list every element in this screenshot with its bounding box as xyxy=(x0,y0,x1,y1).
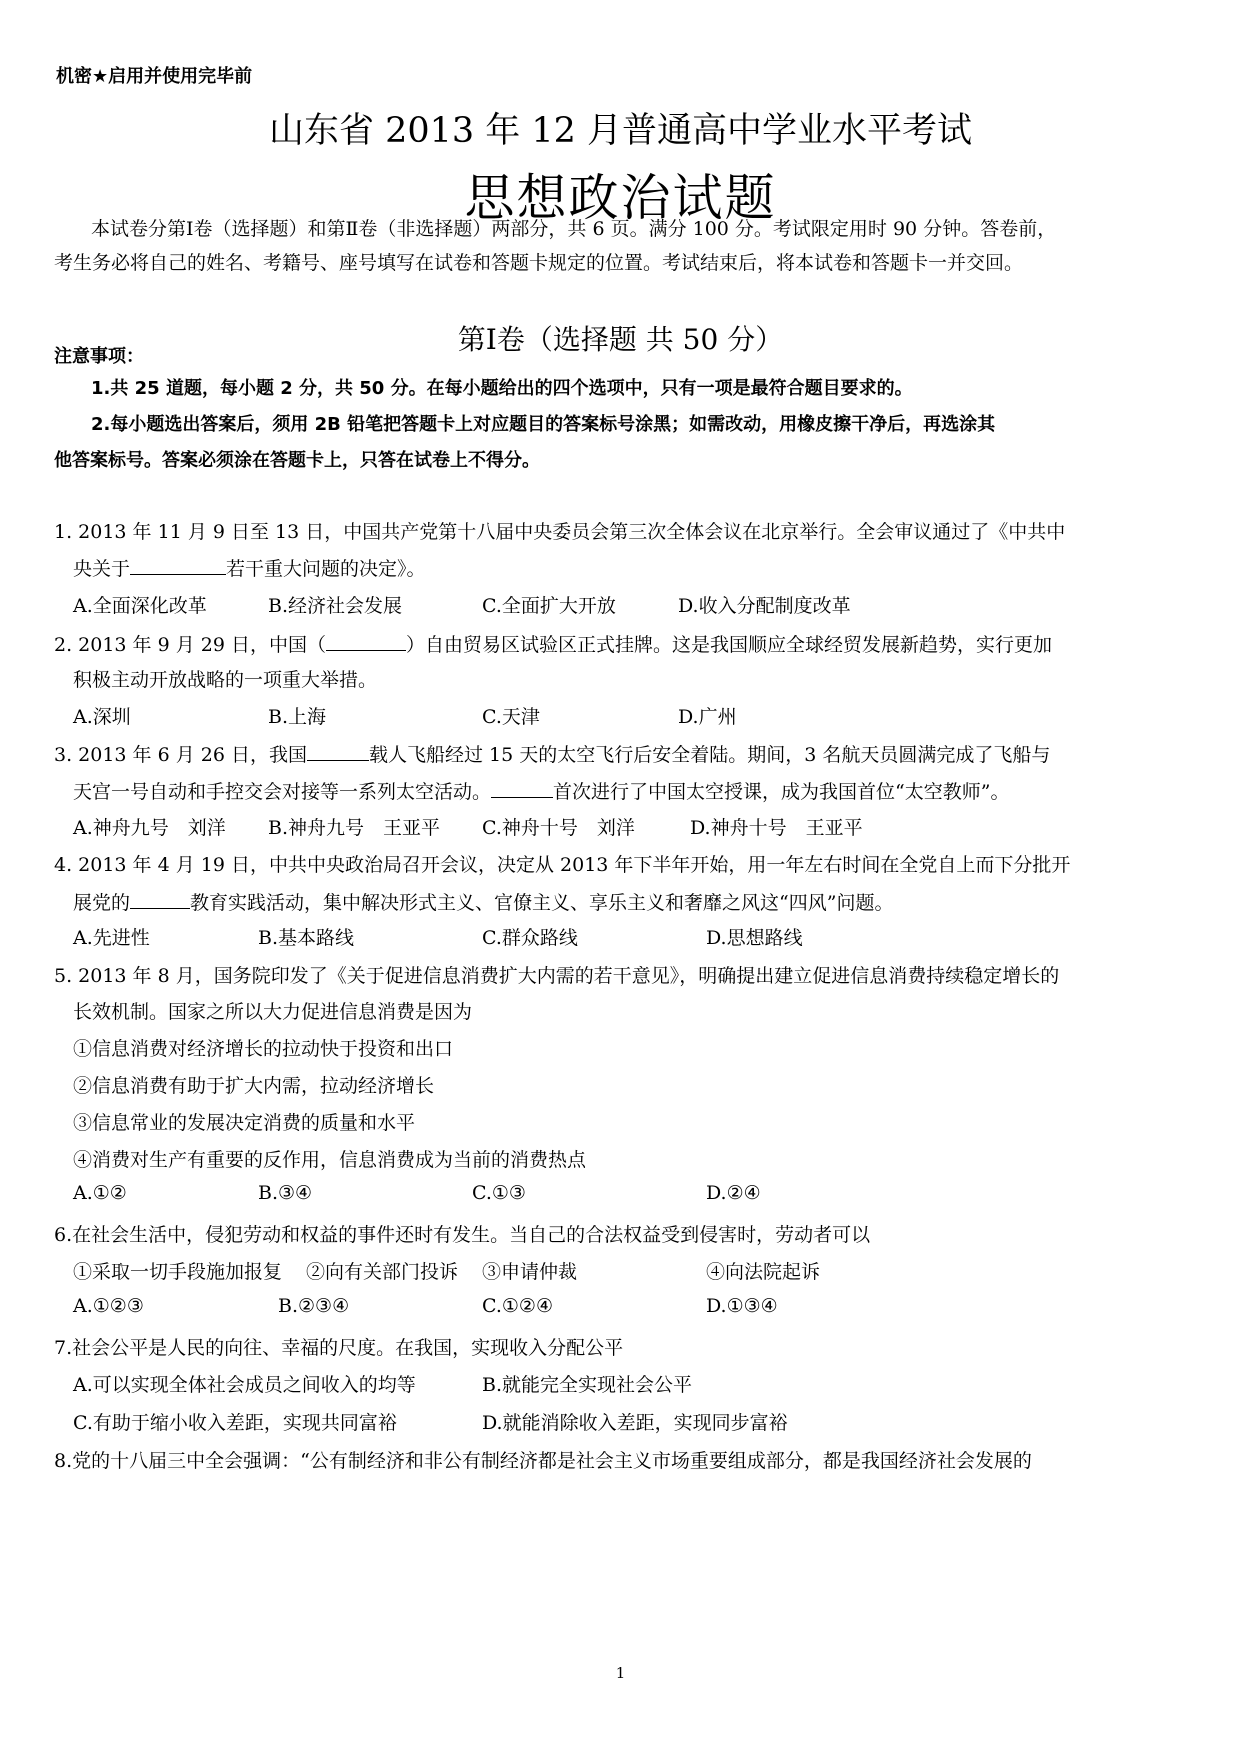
question-6-statement-3: ③申请仲裁 xyxy=(482,1261,578,1283)
question-3-text-a: 3. 2013 年 6 月 26 日，我国 xyxy=(54,743,307,766)
question-1-stem-line-2 xyxy=(73,553,426,581)
question-4-option-d: D.思想路线 xyxy=(706,927,803,949)
question-6-option-a: A.①②③ xyxy=(73,1295,144,1317)
question-3-text-d: 首次进行了中国太空授课，成为我国首位“太空教师”。 xyxy=(553,780,1010,803)
question-6-option-c: C.①②④ xyxy=(482,1295,553,1317)
intro-line-1: 本试卷分第Ⅰ卷（选择题）和第Ⅱ卷（非选择题）两部分，共 6 页。满分 100 分。考试限定用时 90 分钟。答卷前， xyxy=(91,218,1057,240)
question-3-stem-line-2 xyxy=(73,776,1009,804)
question-4-option-b: B.基本路线 xyxy=(258,927,355,949)
question-1-option-d: D.收入分配制度改革 xyxy=(678,595,851,617)
question-2-option-d: D.广州 xyxy=(678,706,737,728)
question-1-text-a: 央关于 xyxy=(73,557,131,580)
question-6-option-b: B.②③④ xyxy=(278,1295,350,1317)
question-2-option-c: C.天津 xyxy=(482,706,540,728)
question-4-option-c: C.群众路线 xyxy=(482,927,578,949)
question-3-option-d: D.神舟十号 王亚平 xyxy=(690,817,863,839)
question-2-text-a: 2. 2013 年 9 月 29 日，中国（ xyxy=(54,633,326,656)
question-8-stem-line-1: 8.党的十八届三中全会强调：“公有制经济和非公有制经济都是社会主义市场重要组成部分，都是我国经济社会发展的 xyxy=(54,1450,1032,1472)
question-4-stem-line-1: 4. 2013 年 4 月 19 日，中共中央政治局召开会议，决定从 2013 年下半年开始，用一年左右时间在全党自上而下分批开 xyxy=(54,854,1071,876)
question-7-option-b: B.就能完全实现社会公平 xyxy=(482,1374,693,1396)
question-6-option-d: D.①③④ xyxy=(706,1295,778,1317)
question-6-statement-1: ①采取一切手段施加报复 xyxy=(73,1261,283,1283)
question-6-statement-2: ②向有关部门投诉 xyxy=(306,1261,459,1283)
subject-title: 思想政治试题 xyxy=(464,169,777,227)
question-3-option-b: B.神舟九号 王亚平 xyxy=(268,817,441,839)
answer-blank xyxy=(491,776,553,798)
intro-line-2: 考生务必将自己的姓名、考籍号、座号填写在试卷和答题卡规定的位置。考试结束后，将本试卷和答题卡一并交回。 xyxy=(54,252,1024,274)
question-5-option-b: B.③④ xyxy=(258,1182,313,1204)
question-3-text-c: 天宫一号自动和手控交会对接等一系列太空活动。 xyxy=(73,780,492,803)
question-2-stem-line-1 xyxy=(54,629,1052,657)
question-5-stem-line-1: 5. 2013 年 8 月，国务院印发了《关于促进信息消费扩大内需的若干意见》，明确提出建立促进信息消费持续稳定增长的 xyxy=(54,965,1060,987)
note-item-2-line-2: 他答案标号。答案必须涂在答题卡上，只答在试卷上不得分。 xyxy=(54,450,540,471)
question-7-option-a: A.可以实现全体社会成员之间收入的均等 xyxy=(73,1374,416,1396)
answer-blank xyxy=(307,739,369,761)
question-6-statement-4: ④向法院起诉 xyxy=(706,1261,821,1283)
question-3-option-a: A.神舟九号 刘洋 xyxy=(73,817,226,839)
question-3-option-c: C.神舟十号 刘洋 xyxy=(482,817,635,839)
page-number: 1 xyxy=(615,1664,626,1682)
question-2-stem-line-2: 积极主动开放战略的一项重大举措。 xyxy=(73,669,378,691)
answer-blank xyxy=(130,887,190,909)
question-5-option-c: C.①③ xyxy=(472,1182,526,1204)
question-2-option-a: A.深圳 xyxy=(73,706,131,728)
question-7-stem-line-1: 7.社会公平是人民的向往、幸福的尺度。在我国，实现收入分配公平 xyxy=(54,1337,624,1359)
question-1-option-b: B.经济社会发展 xyxy=(268,595,403,617)
question-5-stem-line-2: 长效机制。国家之所以大力促进信息消费是因为 xyxy=(73,1001,473,1023)
question-3-stem-line-1 xyxy=(54,739,1050,767)
question-5-statement-3: ③信息常业的发展决定消费的质量和水平 xyxy=(73,1112,416,1134)
note-item-1: 1.共 25 道题，每小题 2 分，共 50 分。在每小题给出的四个选项中，只有一项是最符合题目要求的。 xyxy=(91,378,913,399)
question-7-option-c: C.有助于缩小收入差距，实现共同富裕 xyxy=(73,1412,397,1434)
question-1-option-a: A.全面深化改革 xyxy=(73,595,207,617)
question-5-statement-1: ①信息消费对经济增长的拉动快于投资和出口 xyxy=(73,1038,454,1060)
question-7-option-d: D.就能消除收入差距，实现同步富裕 xyxy=(482,1412,788,1434)
question-4-text-b: 教育实践活动，集中解决形式主义、官僚主义、享乐主义和奢靡之风这“四风”问题。 xyxy=(190,891,894,914)
answer-blank xyxy=(326,629,406,651)
question-6-stem-line-1: 6.在社会生活中，侵犯劳动和权益的事件还时有发生。当自己的合法权益受到侵害时，劳动者可以 xyxy=(54,1224,871,1246)
question-1-option-c: C.全面扩大开放 xyxy=(482,595,616,617)
question-4-stem-line-2 xyxy=(73,887,893,915)
question-1-stem-line-1: 1. 2013 年 11 月 9 日至 13 日，中国共产党第十八届中央委员会第三次全体会议在北京举行。全会审议通过了《中共中 xyxy=(54,521,1066,543)
question-1-text-b: 若干重大问题的决定》。 xyxy=(226,557,426,580)
question-4-option-a: A.先进性 xyxy=(73,927,150,949)
question-4-text-a: 展党的 xyxy=(73,891,131,914)
note-item-2-line-1: 2.每小题选出答案后，须用 2B 铅笔把答题卡上对应题目的答案标号涂黑；如需改动，用橡皮擦干净后，再选涂其 xyxy=(91,414,996,435)
question-5-statement-4: ④消费对生产有重要的反作用，信息消费成为当前的消费热点 xyxy=(73,1149,587,1171)
question-5-statement-2: ②信息消费有助于扩大内需，拉动经济增长 xyxy=(73,1075,435,1097)
confidential-label: 机密★启用并使用完毕前 xyxy=(56,66,253,87)
question-2-option-b: B.上海 xyxy=(268,706,327,728)
question-5-option-d: D.②④ xyxy=(706,1182,761,1204)
section-title: 第Ⅰ卷（选择题 共 50 分） xyxy=(457,323,784,356)
answer-blank xyxy=(130,553,226,575)
question-2-text-b: ）自由贸易区试验区正式挂牌。这是我国顺应全球经贸发展新趋势，实行更加 xyxy=(405,633,1052,656)
notes-heading: 注意事项： xyxy=(54,346,144,367)
exam-title: 山东省 2013 年 12 月普通高中学业水平考试 xyxy=(268,111,973,151)
question-5-option-a: A.①② xyxy=(73,1182,127,1204)
question-3-text-b: 载人飞船经过 15 天的太空飞行后安全着陆。期间，3 名航天员圆满完成了飞船与 xyxy=(368,743,1051,766)
